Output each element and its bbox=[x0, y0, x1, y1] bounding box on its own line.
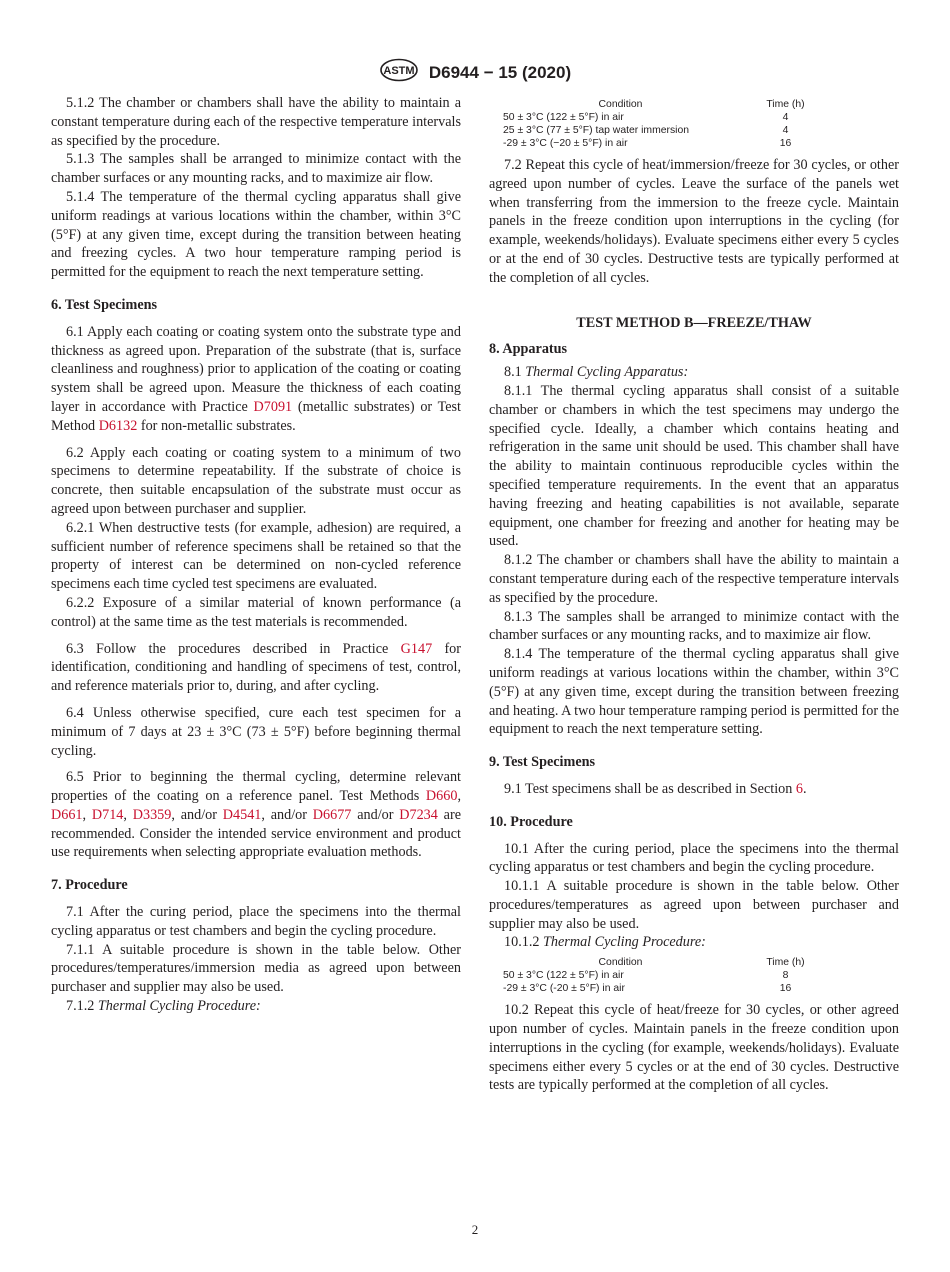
section-6-heading: 6. Test Specimens bbox=[51, 296, 158, 313]
link-d7234[interactable]: D7234 bbox=[399, 806, 438, 823]
para-8-1: 8.1 Thermal Cycling Apparatus: bbox=[504, 364, 689, 381]
para-9-1: 9.1 Test specimens shall be as described in Section 6. bbox=[504, 780, 807, 797]
link-d6132[interactable]: D6132 bbox=[98, 417, 138, 434]
para-8-1-2: 8.1.2 The chamber or chambers shall have the ability to maintain a constant temperature during each of the respective temperature intervals as specified by the procedure. bbox=[489, 552, 899, 606]
para-5-1-4: 5.1.4 The temperature of the thermal cycling apparatus shall give uniform readings at various locations within the chamber, within 3°C (5°F) at any given time, except during the transition between heating and freezing cycles. A two hour temperature ramping period is permitted for the equipment to reach the next temperature setting. bbox=[51, 188, 461, 281]
table-row: -29 ± 3°C (-20 ± 5°F) in air 16 bbox=[503, 983, 792, 995]
page-number: 2 bbox=[471, 1222, 479, 1237]
para-10-1-1: 10.1.1 A suitable procedure is shown in the table below. Other procedures/temperatures as agreed upon between purchaser and supplier may also be used. bbox=[489, 878, 899, 932]
table-row: 50 ± 3°C (122 ± 5°F) in air 4 bbox=[503, 112, 789, 123]
section-7-heading: 7. Procedure bbox=[51, 877, 128, 894]
link-d714[interactable]: D714 bbox=[91, 806, 124, 823]
table-header-condition: Condition bbox=[598, 957, 643, 969]
para-7-1-2: 7.1.2 Thermal Cycling Procedure: bbox=[66, 998, 261, 1015]
section-9-heading: 9. Test Specimens bbox=[489, 754, 596, 771]
link-d660[interactable]: D660 bbox=[425, 788, 458, 805]
para-6-2-2: 6.2.2 Exposure of a similar material of known performance (a control) at the same time as the test materials is recommended. bbox=[51, 594, 461, 630]
para-10-1: 10.1 After the curing period, place the specimens into the thermal cycling apparatus or test chambers and begin the cycling procedure. bbox=[489, 840, 899, 876]
para-8-1-3: 8.1.3 The samples shall be arranged to minimize contact with the chamber surfaces or any mounting racks, and to maximize air flow. bbox=[489, 608, 899, 644]
link-d661[interactable]: D661 bbox=[51, 806, 83, 823]
section-8-heading: 8. Apparatus bbox=[489, 341, 568, 358]
cycling-table-a bbox=[503, 98, 833, 150]
para-6-2-1: 6.2.1 When destructive tests (for example, adhesion) are required, a sufficient number of reference specimens shall be retained so that the property of interest can be determined on non-cycled reference specimens each time cycled test specimens are evaluated. bbox=[51, 519, 461, 593]
para-8-1-1: 8.1.1 The thermal cycling apparatus shall consist of a suitable chamber or chambers in which the test specimens may undergo the specified cycle. Ideally, a chamber which contains heating and refrigeration in the same unit should be used. This chamber shall have the ability to maintain continuous reproducible cycles within the specified temperature requirements. In the event that an apparatus having freezing and heating capabilities is not available, separate equipment, one chamber for freezing and another for heating may be used. bbox=[489, 382, 899, 550]
para-5-1-2: 5.1.2 The chamber or chambers shall have the ability to maintain a constant temperature during each of the respective temperature intervals as specified by the procedure. bbox=[51, 95, 461, 149]
para-6-2: 6.2 Apply each coating or coating system to a minimum of two specimens to determine repeatability. If the substrate of choice is concrete, then suitable encapsulation of the substrate must occur as agreed upon between purchaser and supplier. bbox=[51, 444, 461, 517]
method-b-heading: TEST METHOD B—FREEZE/THAW bbox=[576, 314, 812, 331]
link-d3359[interactable]: D3359 bbox=[132, 806, 172, 823]
para-7-2: 7.2 Repeat this cycle of heat/immersion/freeze for 30 cycles, or other agreed upon number of cycles. Leave the surface of the panels wet when transferring from the immersion to the freeze cycle. Maintain panels in the freeze condition upon interruptions in the cycling (for example, weekends/holidays). Evaluate specimens either every 5 cycles or at the end of 30 cycles. Destructive tests are typically performed at the completion of all cycles. bbox=[489, 157, 899, 286]
page-header bbox=[0, 58, 950, 87]
link-d7091[interactable]: D7091 bbox=[253, 398, 293, 415]
para-10-1-2: 10.1.2 Thermal Cycling Procedure: bbox=[504, 934, 706, 951]
left-column bbox=[51, 94, 461, 1016]
table-header-time: Time (h) bbox=[766, 957, 805, 969]
link-d6677[interactable]: D6677 bbox=[312, 806, 352, 823]
link-d4541[interactable]: D4541 bbox=[222, 806, 262, 823]
para-7-1: 7.1 After the curing period, place the specimens into the thermal cycling apparatus or test chambers and begin the cycling procedure. bbox=[51, 904, 461, 939]
para-6-5: 6.5 Prior to beginning the thermal cycling, determine relevant properties of the coating on a reference panel. Test Methods D660, D661, D714, D3359, and/or D4541, and/or D6677 and/or D7234 are recommended. Consider the intended service environment and product use requirements when selecting appropriate evaluation methods. bbox=[51, 769, 461, 861]
table-header-condition: Condition bbox=[598, 99, 643, 110]
astm-logo-icon bbox=[379, 58, 419, 87]
document-code: D6944 − 15 (2020) bbox=[428, 62, 572, 82]
section-10-heading: 10. Procedure bbox=[489, 813, 573, 830]
cycling-table-b bbox=[503, 956, 833, 995]
para-8-1-4: 8.1.4 The temperature of the thermal cycling apparatus shall give uniform readings at various locations within the chamber, within 3°C (5°F) at any given time, except during the transition between freezing and heating. A two hour temperature ramping period is permitted for the equipment to reach the next temperature setting. bbox=[489, 646, 899, 738]
para-6-4: 6.4 Unless otherwise specified, cure each test specimen for a minimum of 7 days at 23 ± 3°C (73 ± 5°F) before beginning thermal cycling. bbox=[51, 704, 461, 759]
para-7-1-1: 7.1.1 A suitable procedure is shown in the table below. Other procedures/temperatures/immersion media as agreed upon between purchaser and supplier may also be used. bbox=[51, 941, 461, 996]
right-column bbox=[489, 94, 899, 1095]
table-header-time: Time (h) bbox=[766, 99, 805, 110]
table-row: 50 ± 3°C (122 ± 5°F) in air 8 bbox=[503, 970, 789, 982]
table-row: 25 ± 3°C (77 ± 5°F) tap water immersion 4 bbox=[503, 125, 789, 136]
para-10-2: 10.2 Repeat this cycle of heat/freeze for 30 cycles, or other agreed upon number of cycles. Maintain panels in the freeze condition upon interruptions in the cycling (for example, weekends/holidays). Evaluate specimens either every 5 cycles or at the end of 30 cycles. Destructive tests are typically performed at the completion of all cycles. bbox=[489, 1002, 899, 1094]
para-6-1: 6.1 Apply each coating or coating system onto the substrate type and thickness as agreed upon. Preparation of the substrate (that is, surface cleanliness and roughness) prior to application of the coating or coating system shall be agreed upon. Measure the thickness of each coating layer in accordance with Practice D7091 (metallic substrates) or Test Method D6132 for non-metallic substrates. bbox=[51, 323, 461, 434]
link-g147[interactable]: G147 bbox=[400, 640, 433, 657]
table-row: -29 ± 3°C (−20 ± 5°F) in air 16 bbox=[503, 138, 792, 149]
para-6-3: 6.3 Follow the procedures described in Practice G147 for identification, conditioning and handling of specimens of test, control, and reference materials prior to, during, and after cycling. bbox=[51, 640, 462, 695]
para-5-1-3: 5.1.3 The samples shall be arranged to minimize contact with the chamber surfaces or any mounting racks, and to maximize air flow. bbox=[51, 151, 461, 187]
link-section-6[interactable]: 6 bbox=[795, 780, 803, 797]
svg-text:ASTM: ASTM bbox=[383, 65, 415, 77]
